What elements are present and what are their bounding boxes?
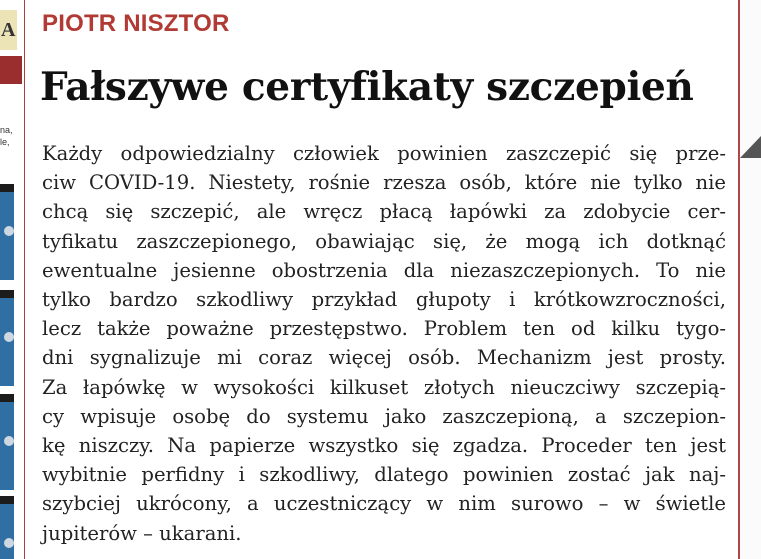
left-thumbnail-image	[0, 394, 14, 490]
right-neighbor-column	[740, 0, 761, 559]
right-column-graphic	[740, 136, 761, 158]
left-thumbnail-image	[0, 290, 14, 386]
body-line: lecz także poważne przestępstwo. Problem ten od kilku tygo-	[42, 317, 726, 341]
body-line: szybciej ukrócony, a uczestniczący w nim surowo – w świetle	[42, 492, 726, 516]
left-thumbnail-image	[0, 184, 14, 280]
left-snippet-line: na,	[0, 125, 13, 135]
left-neighbor-column	[0, 0, 22, 559]
body-line: tylko bardzo szkodliwy przykład głupoty i krótkowzroczności,	[42, 288, 726, 312]
article-author: PIOTR NISZTOR	[42, 10, 230, 37]
column-divider-left	[24, 0, 25, 559]
body-line: dni sygnalizuje mi coraz więcej osób. Mechanizm jest prosty.	[42, 346, 726, 370]
body-line: jupiterów – ukarani.	[42, 521, 242, 545]
body-line: Każdy odpowiedzialny człowiek powinien zaszczepić się prze-	[42, 142, 726, 165]
body-line: chcą się szczepić, ale wręcz płacą łapówki za zdobycie cer-	[42, 200, 726, 224]
body-line: ewentualne jesienne obostrzenia dla niezaszczepionych. To nie	[42, 258, 726, 282]
article-headline: Fałszywe certyfikaty szczepień	[40, 64, 694, 110]
body-line: Za łapówkę w wysokości kilkuset złotych nieuczciwy szczepią-	[42, 375, 726, 399]
body-line: cy wpisuje osobę do systemu jako zaszczepioną, a szczepion-	[42, 404, 726, 428]
body-line: tyfikatu zaszczepionego, obawiając się, że mogą ich dotknąć	[42, 229, 726, 253]
body-line: kę niszczy. Na papierze wszystko się zgadza. Proceder ten jest	[42, 434, 726, 458]
left-thumbnail-image	[0, 496, 14, 559]
left-column-snippet	[0, 124, 13, 148]
body-line: wybitnie perfidny i szkodliwy, dlatego powinien zostać jak naj-	[42, 463, 726, 487]
body-line: ciw COVID-19. Niestety, rośnie rzesza osób, które nie tylko nie	[42, 171, 726, 195]
article-body	[42, 139, 726, 548]
left-snippet-line: le,	[0, 137, 10, 147]
left-column-letter: A	[0, 10, 17, 50]
left-column-red-bar	[0, 56, 22, 84]
